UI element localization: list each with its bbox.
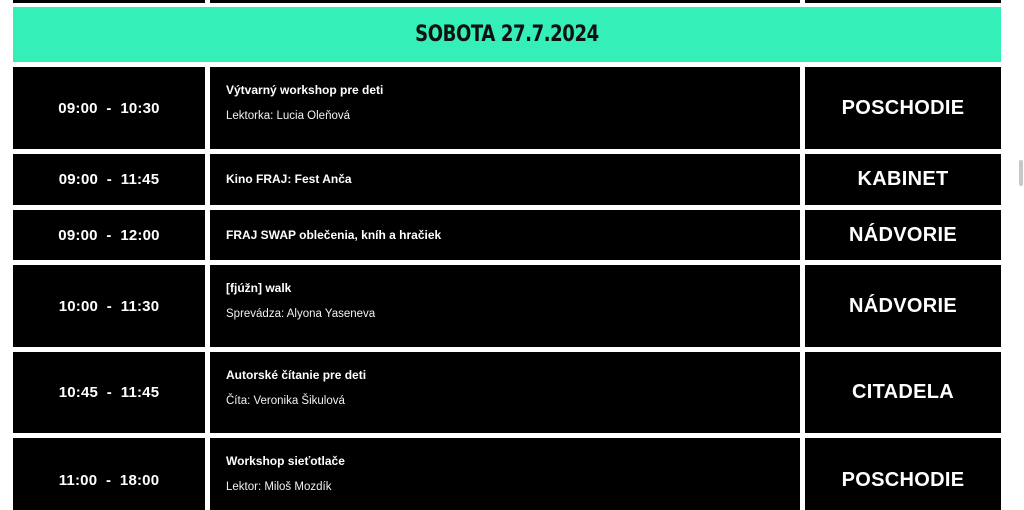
previous-row-info-cell bbox=[210, 0, 800, 3]
scrollbar-thumb[interactable] bbox=[1019, 160, 1023, 186]
event-row[interactable] bbox=[13, 438, 1001, 510]
event-info[interactable] bbox=[210, 67, 800, 149]
event-venue: KABINET bbox=[805, 154, 1001, 205]
event-time: 09:00 - 10:30 bbox=[13, 67, 205, 149]
event-title[interactable]: Kino FRAJ: Fest Anča bbox=[226, 172, 352, 186]
event-person: Číta: Veronika Šikulová bbox=[226, 395, 345, 407]
day-header bbox=[13, 7, 1001, 62]
event-info[interactable] bbox=[210, 265, 800, 347]
event-person: Lektor: Miloš Mozdík bbox=[226, 481, 332, 493]
event-person: Lektorka: Lucia Oleňová bbox=[226, 110, 351, 122]
event-info[interactable] bbox=[210, 438, 800, 510]
event-row[interactable] bbox=[13, 265, 1001, 347]
event-venue: POSCHODIE bbox=[805, 67, 1001, 149]
event-time: 10:00 - 11:30 bbox=[13, 265, 205, 347]
day-title: SOBOTA 27.7.2024 bbox=[415, 22, 599, 47]
event-venue: CITADELA bbox=[805, 352, 1001, 433]
event-title[interactable]: [fjúžn] walk bbox=[226, 281, 292, 295]
event-row[interactable] bbox=[13, 352, 1001, 433]
event-time: 09:00 - 11:45 bbox=[13, 154, 205, 205]
event-venue: NÁDVORIE bbox=[805, 210, 1001, 260]
event-title[interactable]: Workshop sieťotlače bbox=[226, 454, 345, 468]
event-time: 10:45 - 11:45 bbox=[13, 352, 205, 433]
event-info[interactable] bbox=[210, 154, 800, 205]
event-time: 11:00 - 18:00 bbox=[13, 438, 205, 510]
event-info[interactable] bbox=[210, 210, 800, 260]
event-title[interactable]: Výtvarný workshop pre deti bbox=[226, 83, 384, 97]
previous-row-time-cell bbox=[13, 0, 205, 3]
event-venue: NÁDVORIE bbox=[805, 265, 1001, 347]
event-title[interactable]: Autorské čítanie pre deti bbox=[226, 368, 367, 382]
event-time: 09:00 - 12:00 bbox=[13, 210, 205, 260]
event-row[interactable] bbox=[13, 210, 1001, 260]
previous-row-venue-cell bbox=[805, 0, 1001, 3]
event-row[interactable] bbox=[13, 67, 1001, 149]
event-info[interactable] bbox=[210, 352, 800, 433]
event-row[interactable] bbox=[13, 154, 1001, 205]
event-person: Sprevádza: Alyona Yaseneva bbox=[226, 308, 376, 320]
schedule-table bbox=[13, 67, 1001, 510]
event-title[interactable]: FRAJ SWAP oblečenia, kníh a hračiek bbox=[226, 228, 442, 242]
event-venue: POSCHODIE bbox=[805, 438, 1001, 510]
